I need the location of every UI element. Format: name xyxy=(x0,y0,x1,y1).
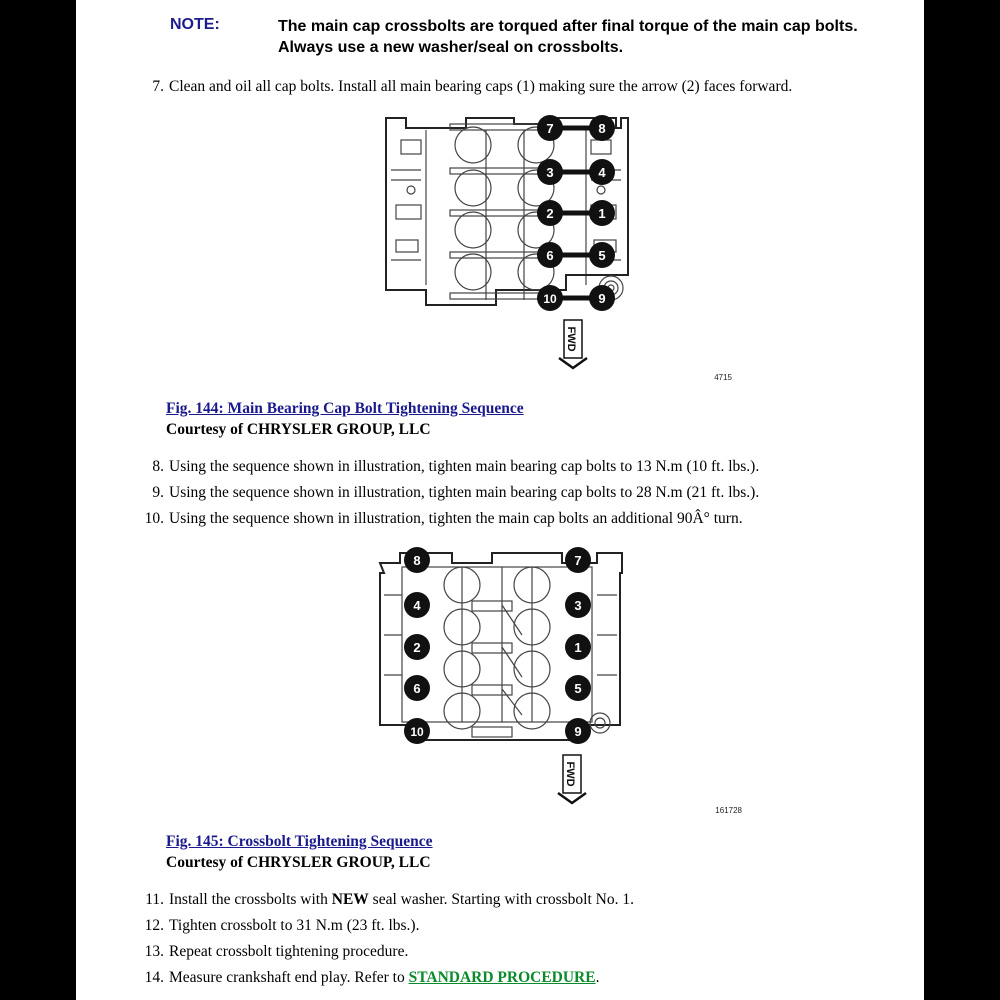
bolt-marker-label: 7 xyxy=(546,121,554,136)
bolt-marker-label: 3 xyxy=(574,598,582,613)
step-text-pre: Measure crankshaft end play. Refer to xyxy=(169,969,409,986)
bolt-marker-label: 6 xyxy=(546,248,554,263)
step-text: Clean and oil all cap bolts. Install all main bearing caps (1) making sure the arrow (2) faces forward. xyxy=(169,78,793,95)
step-number: 8. xyxy=(152,458,164,475)
bolt-marker-label: 2 xyxy=(413,640,421,655)
step-text: Tighten crossbolt to 31 N.m (23 ft. lbs.). xyxy=(169,917,420,934)
step-text: Using the sequence shown in illustration, tighten main bearing cap bolts to 28 N.m (21 ft. lbs.). xyxy=(169,484,760,501)
bolt-marker-label: 1 xyxy=(574,640,582,655)
step-number: 9. xyxy=(152,484,164,501)
right-marker-group xyxy=(565,547,591,744)
bolt-marker-label: 3 xyxy=(546,165,554,180)
bolt-marker-label: 8 xyxy=(413,553,421,568)
figure-id: 4715 xyxy=(714,373,732,382)
fwd-label: FWD xyxy=(564,761,576,787)
bolt-marker-label: 7 xyxy=(574,553,582,568)
step-text: Repeat crossbolt tightening procedure. xyxy=(169,943,409,960)
figure-id: 161728 xyxy=(715,806,742,815)
step-text-post: . xyxy=(595,969,600,986)
figure-145-diagram xyxy=(372,545,742,820)
left-marker-group xyxy=(537,115,563,311)
step-text: Using the sequence shown in illustration, tighten main bearing cap bolts to 13 N.m (10 ft. lbs.). xyxy=(169,458,760,475)
fwd-label: FWD xyxy=(565,326,577,352)
bolt-marker-label: 9 xyxy=(574,724,582,739)
note-text: The main cap crossbolts are torqued after final torque of the main cap bolts. Always use a new washer/seal on crossbolts. xyxy=(278,18,858,56)
step-11 xyxy=(132,891,634,909)
step-text-post: seal washer. Starting with crossbolt No. 1. xyxy=(368,891,634,908)
step-number: 11. xyxy=(145,891,164,908)
fwd-arrow-icon xyxy=(559,320,587,368)
step-8 xyxy=(132,458,759,476)
step-7 xyxy=(132,78,792,96)
bolt-marker-label: 2 xyxy=(546,206,554,221)
step-number: 12. xyxy=(144,917,164,934)
bolt-marker-label: 9 xyxy=(598,291,606,306)
bolt-marker-label: 5 xyxy=(598,248,606,263)
bolt-marker-label: 4 xyxy=(598,165,606,180)
step-number: 10. xyxy=(144,510,164,527)
figure-145-credit: Courtesy of CHRYSLER GROUP, LLC xyxy=(166,854,431,871)
step-text-pre: Install the crossbolts with xyxy=(169,891,332,908)
bolt-marker-label: 10 xyxy=(410,725,424,739)
bolt-marker-label: 8 xyxy=(598,121,606,136)
step-number: 13. xyxy=(144,943,164,960)
step-10 xyxy=(132,510,743,528)
bolt-marker-label: 4 xyxy=(413,598,421,613)
document-page xyxy=(76,0,924,1000)
step-text: Using the sequence shown in illustration, tighten the main cap bolts an additional 90Â° turn. xyxy=(169,510,743,527)
step-12 xyxy=(132,917,419,935)
bolt-marker-label: 5 xyxy=(574,681,582,696)
step-14 xyxy=(132,969,599,987)
left-marker-group xyxy=(404,547,430,744)
step-13 xyxy=(132,943,408,961)
figure-144-credit: Courtesy of CHRYSLER GROUP, LLC xyxy=(166,421,431,438)
standard-procedure-link[interactable]: STANDARD PROCEDURE xyxy=(408,969,596,986)
figure-144-diagram xyxy=(366,110,732,385)
step-9 xyxy=(132,484,759,502)
figure-144-title[interactable]: Fig. 144: Main Bearing Cap Bolt Tightening Sequence xyxy=(166,400,524,417)
step-number: 14. xyxy=(144,969,164,986)
bolt-marker-label: 1 xyxy=(598,206,606,221)
fwd-arrow-icon xyxy=(558,755,586,803)
step-text-emphasis: NEW xyxy=(331,891,369,908)
bolt-marker-label: 6 xyxy=(413,681,421,696)
step-number: 7. xyxy=(152,78,164,95)
note-label: NOTE: xyxy=(170,16,220,33)
figure-145-title[interactable]: Fig. 145: Crossbolt Tightening Sequence xyxy=(166,833,433,850)
bolt-marker-label: 10 xyxy=(543,292,557,306)
